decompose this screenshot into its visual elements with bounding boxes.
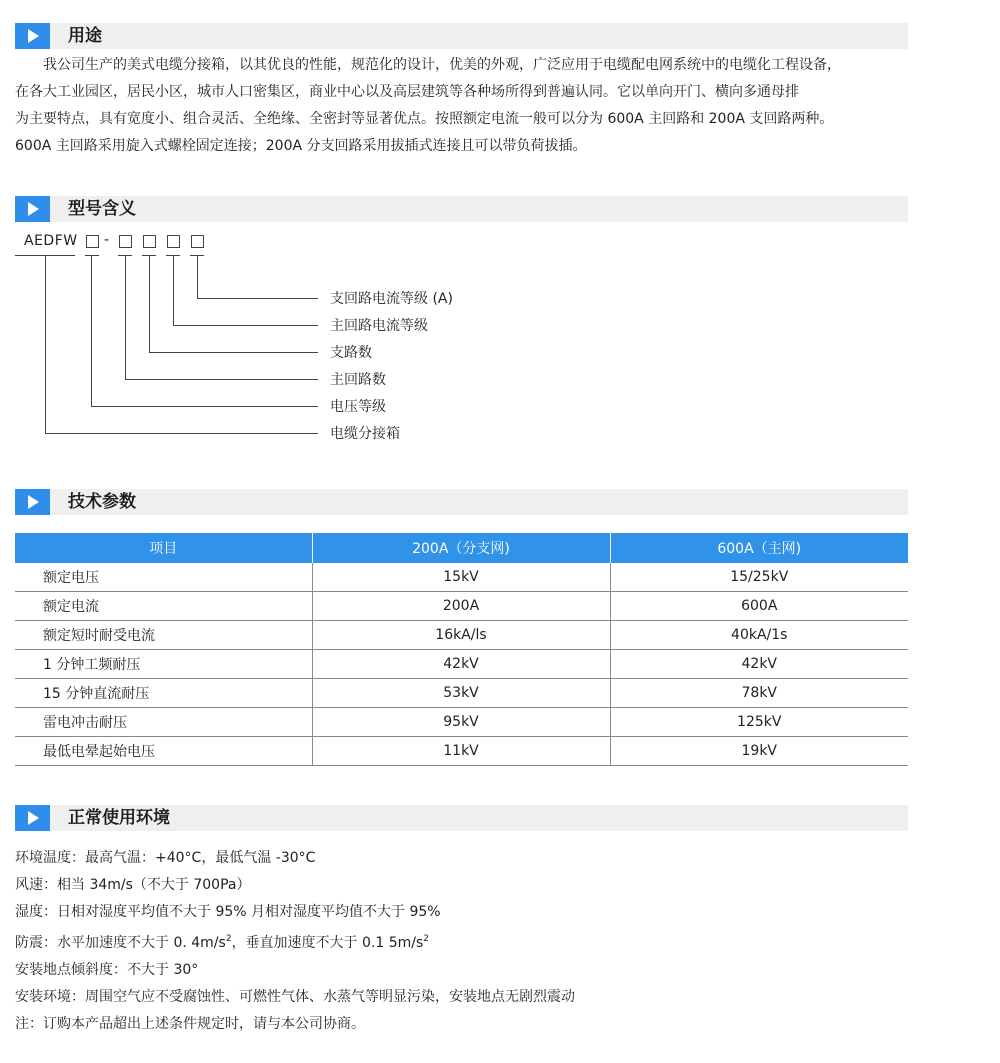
table-cell: 95kV (312, 708, 610, 737)
env-list (15, 845, 575, 1038)
play-arrow-icon (15, 489, 50, 515)
table-cell: 额定短时耐受电流 (15, 621, 312, 650)
meaning-main-current: 主回路电流等级 (330, 318, 428, 334)
meaning-branch-count: 支路数 (330, 345, 372, 361)
table-cell: 15/25kV (610, 563, 908, 592)
table-row (15, 679, 908, 708)
tech-params-table (15, 533, 908, 766)
model-dash: - (104, 232, 110, 248)
meaning-box: 电缆分接箱 (330, 426, 400, 442)
section-title: 用途 (68, 26, 102, 46)
table-row (15, 708, 908, 737)
meaning-branch-current: 支回路电流等级 (A) (330, 291, 453, 307)
table-row (15, 737, 908, 766)
table-cell: 200A (312, 592, 610, 621)
section-header-env (15, 805, 908, 831)
column-header: 200A（分支网) (312, 533, 610, 563)
env-wind: 风速：相当 34m/s（不大于 700Pa） (15, 877, 251, 893)
env-note: 注：订购本产品超出上述条件规定时，请与本公司协商。 (15, 1016, 365, 1032)
column-header: 600A（主网) (610, 533, 908, 563)
section-title: 正常使用环境 (68, 808, 170, 828)
env-surroundings: 安装环境：周围空气应不受腐蚀性、可燃性气体、水蒸气等明显污染，安装地点无剧烈震动 (15, 989, 575, 1005)
usage-line: 我公司生产的美式电缆分接箱，以其优良的性能，规范化的设计，优美的外观，广泛应用于电缆配电网系统中的电缆化工程设备， (43, 57, 841, 73)
table-cell: 最低电晕起始电压 (15, 737, 312, 766)
env-seismic-vertical: ，垂直加速度不大于 0.1 5m/s (231, 935, 424, 951)
section-title: 技术参数 (68, 492, 136, 512)
section-title: 型号含义 (68, 199, 136, 219)
table-cell: 11kV (312, 737, 610, 766)
play-arrow-icon (15, 805, 50, 831)
table-cell: 16kA/ls (312, 621, 610, 650)
table-cell: 78kV (610, 679, 908, 708)
env-tilt: 安装地点倾斜度：不大于 30° (15, 962, 199, 978)
model-code: AEDFW (24, 233, 78, 249)
env-seismic (15, 926, 575, 957)
table-cell: 42kV (312, 650, 610, 679)
table-header-row (15, 533, 908, 563)
column-header: 项目 (15, 533, 312, 563)
table-row (15, 563, 908, 592)
table-cell: 雷电冲击耐压 (15, 708, 312, 737)
table-row (15, 650, 908, 679)
usage-line: 在各大工业园区，居民小区，城市人口密集区，商业中心以及高层建筑等各种场所得到普遍认同。它以单向开门、横向多通母排 (15, 84, 799, 100)
table-row (15, 621, 908, 650)
table-cell: 19kV (610, 737, 908, 766)
table-cell: 15kV (312, 563, 610, 592)
table-cell: 125kV (610, 708, 908, 737)
model-diagram-lines (0, 0, 1000, 460)
superscript: 2 (423, 934, 430, 944)
superscript: 2 (225, 934, 232, 944)
table-cell: 53kV (312, 679, 610, 708)
usage-line: 600A 主回路采用旋入式螺栓固定连接；200A 分支回路采用拔插式连接且可以带负荷拔插。 (15, 138, 587, 154)
table-cell: 额定电流 (15, 592, 312, 621)
meaning-main-count: 主回路数 (330, 372, 386, 388)
usage-line: 为主要特点，具有宽度小、组合灵活、全绝缘、全密封等显著优点。按照额定电流一般可以分为 600A 主回路和 200A 支回路两种。 (15, 111, 834, 127)
table-cell: 15 分钟直流耐压 (15, 679, 312, 708)
table-cell: 40kA/1s (610, 621, 908, 650)
env-temperature: 环境温度：最高气温：+40°C，最低气温 -30°C (15, 850, 316, 866)
table-cell: 额定电压 (15, 563, 312, 592)
env-seismic-horizontal: 防震：水平加速度不大于 0. 4m/s (15, 935, 226, 951)
meaning-voltage: 电压等级 (330, 399, 386, 415)
env-humidity: 湿度：日相对湿度平均值不大于 95% 月相对湿度平均值不大于 95% (15, 904, 441, 920)
table-cell: 1 分钟工频耐压 (15, 650, 312, 679)
table-cell: 600A (610, 592, 908, 621)
table-cell: 42kV (610, 650, 908, 679)
table-row (15, 592, 908, 621)
section-header-tech (15, 489, 908, 515)
